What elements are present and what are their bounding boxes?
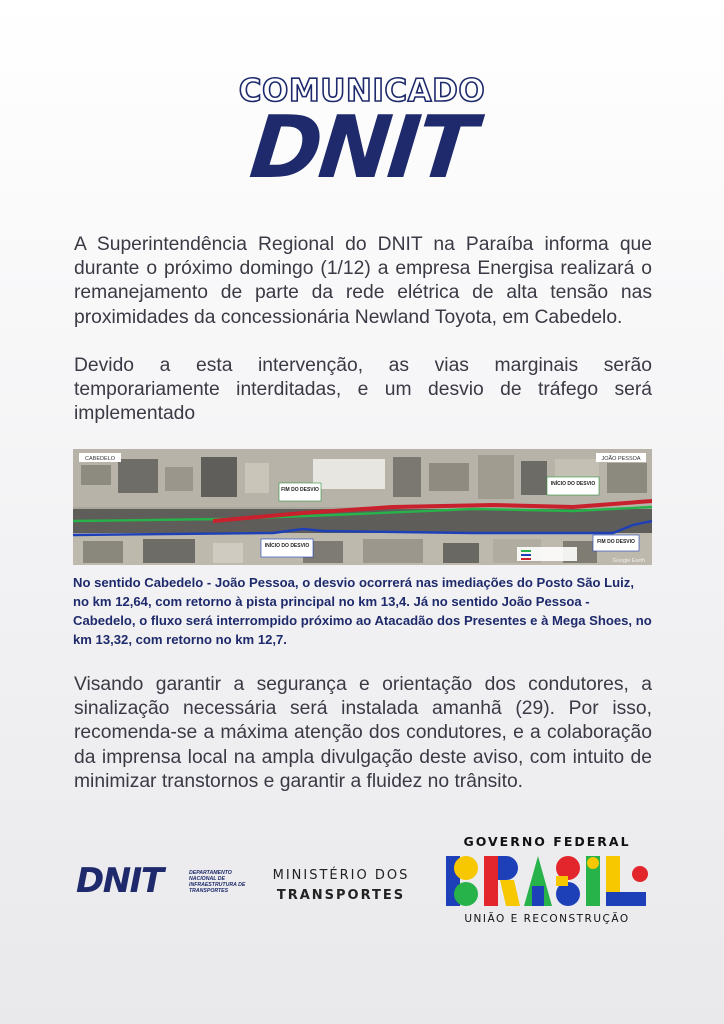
map-marker-inicio-bottom: INÍCIO DO DESVIO [264, 543, 310, 549]
ministry-line2: TRANSPORTES [276, 888, 406, 903]
dnit-logo-word: DNIT [76, 861, 163, 901]
comunicado-title: COMUNICADO [238, 73, 486, 109]
map-marker-inicio-top: INÍCIO DO DESVIO [550, 481, 596, 487]
map-caption: No sentido Cabedelo - João Pessoa, o desvio ocorrerá nas imediações do Posto São Luiz, no km 12,64, com retorno à pista principal no km 13,4. Já no sentido João Pessoa - Cabedelo, o fluxo será interrompido próximo ao Atacadão dos Presentes e à Mega Shoes, no km 13,32, com retorno no km 12,7. [73, 575, 652, 647]
brasil-logo-graphic [444, 854, 650, 908]
detour-map [73, 449, 652, 565]
gov-top-text: GOVERNO FEDERAL [463, 834, 631, 849]
paragraph-intro: A Superintendência Regional do DNIT na Paraíba informa que durante o próximo domingo (1/12) a empresa Energisa realizará o remanejamento de parte da rede elétrica de alta tensão nas proximidades da concessionária Newland Toyota, em Cabedelo. [74, 234, 652, 328]
paragraph-signage: Visando garantir a segurança e orientação dos condutores, a sinalização necessária será instalada amanhã (29). Por isso, recomenda-se a máxima atenção dos condutores, e a colaboração da imprensa local na ampla divulgação deste aviso, com intuito de minimizar transtornos e garantir a fluidez no trânsito. [74, 674, 652, 792]
gov-bottom-text: UNIÃO E RECONSTRUÇÃO [464, 913, 630, 925]
footer-logos [0, 830, 724, 940]
map-marker-fim-top: FIM DO DESVIO [281, 487, 319, 493]
dnit-logo-subtitle: DEPARTAMENTO NACIONAL DE INFRAESTRUTURA DE TRANSPORTES [189, 870, 246, 894]
map-watermark: Google Earth [612, 558, 645, 564]
dnit-wordmark: DNIT [245, 98, 479, 198]
map-label-joao-pessoa: JOÃO PESSOA [601, 456, 641, 462]
dnit-logo [76, 861, 246, 903]
governo-federal-logo [442, 834, 652, 926]
map-image [73, 449, 652, 565]
map-marker-fim-bottom: FIM DO DESVIO [597, 539, 635, 545]
ministry-logo [261, 866, 421, 906]
paragraph-intervention: Devido a esta intervenção, as vias marginais serão temporariamente interditadas, e um desvio de tráfego será implementado [74, 355, 652, 425]
ministry-line1: MINISTÉRIO DOS [272, 868, 410, 883]
header [0, 72, 724, 198]
map-label-cabedelo: CABEDELO [85, 456, 115, 462]
